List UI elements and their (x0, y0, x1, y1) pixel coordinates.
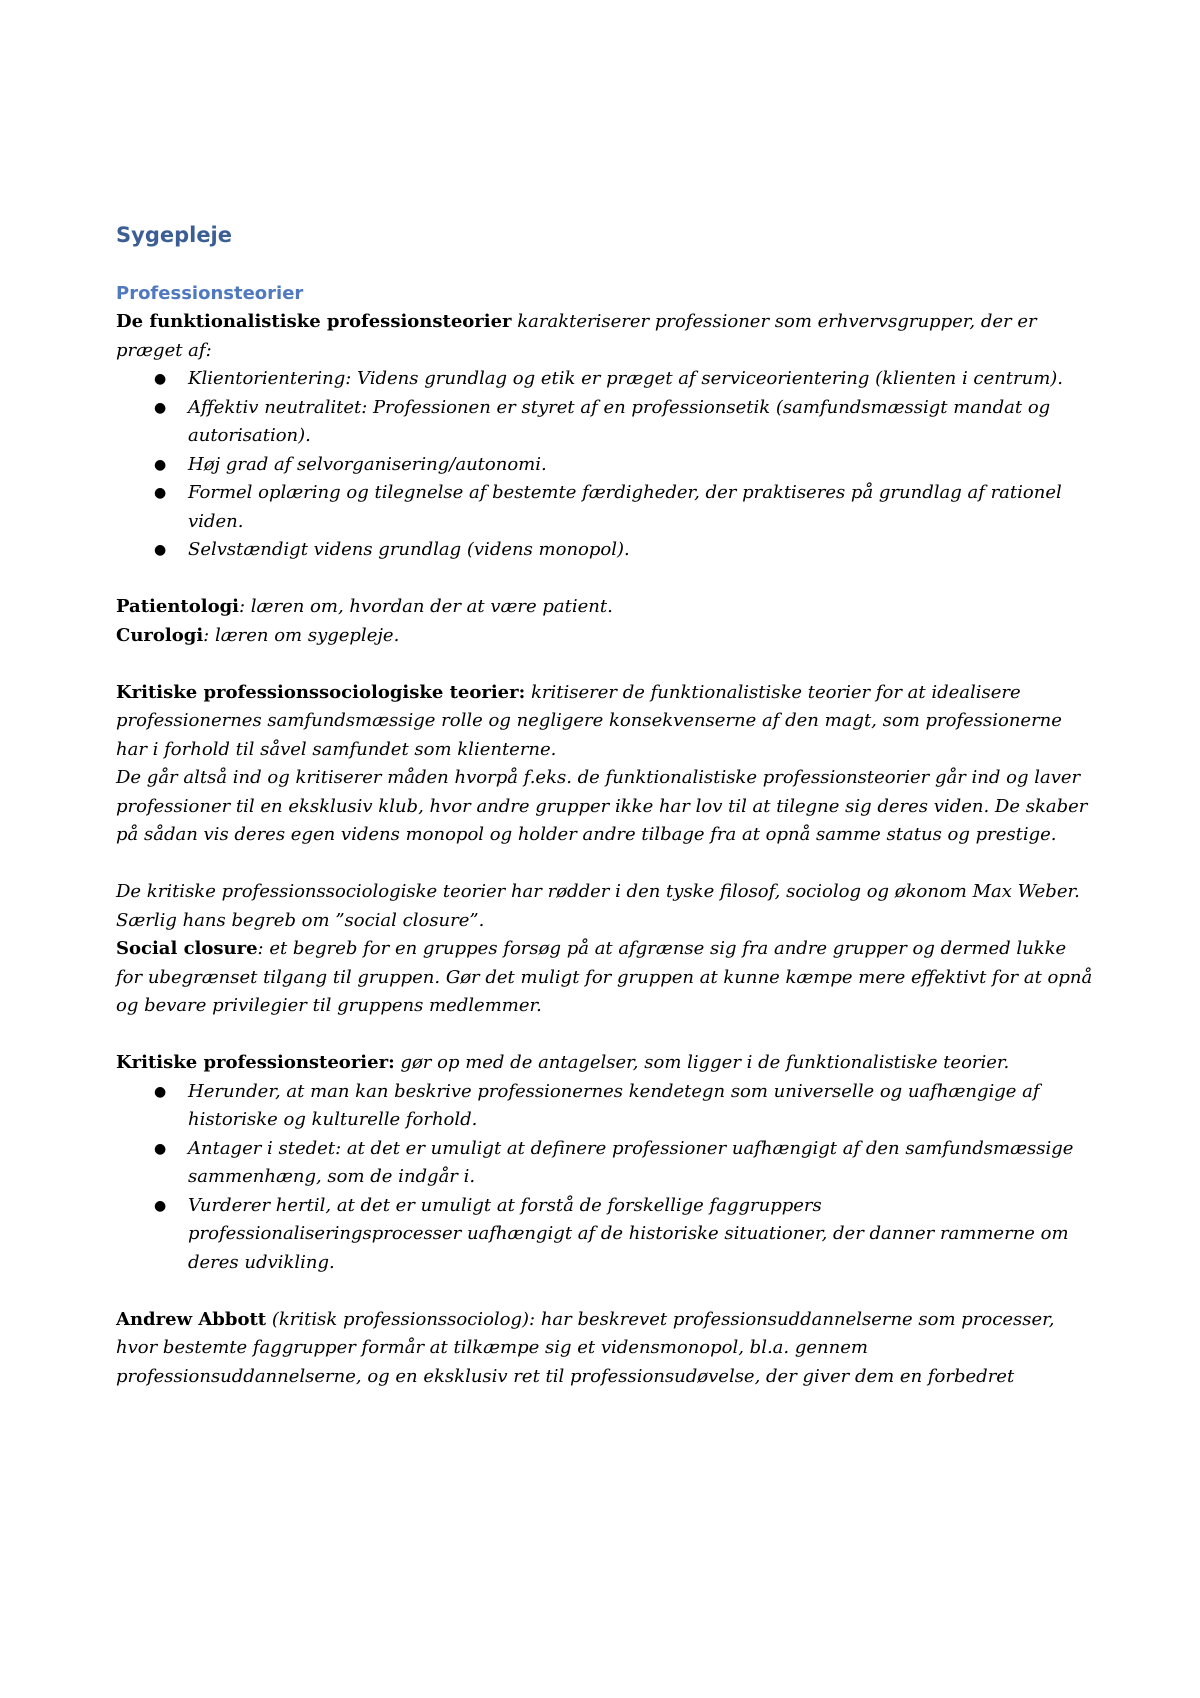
term-abbott: Andrew Abbott (116, 1308, 267, 1330)
definition-abbott: (kritisk professionssociolog): har beskrevet professionsuddannelserne som processer, hvor bestemte faggrupper formår at tilkæmpe sig et vidensmonopol, bl.a. gennem professionsuddannelserne, og en eksklusiv ret til professionsudøvelse, der giver dem en forbedret (116, 1308, 1055, 1387)
paragraph-kritiske-sociologiske (116, 679, 1096, 765)
section-heading: Professionsteorier (116, 283, 304, 304)
definition-social-closure: : et begreb for en gruppes forsøg på at afgrænse sig fra andre grupper og dermed lukke for ubegrænset tilgang til gruppen. Gør det muligt for gruppen at kunne kæmpe mere effektivt for at opnå og bevare privilegier til gruppens medlemmer. (116, 938, 1093, 1016)
paragraph-funktionalistiske (116, 308, 1096, 365)
term-funktionalistiske: De funktionalistiske professionsteorier (116, 311, 512, 332)
bullet-icon: ● (154, 542, 167, 558)
bullet-icon: ● (154, 399, 167, 416)
list-critique (116, 1078, 1096, 1278)
document-title: Sygepleje (116, 223, 233, 247)
bullet-icon: ● (154, 371, 167, 387)
term-curologi: Curologi (116, 624, 204, 646)
bullet-icon: ● (154, 1083, 167, 1100)
bullet-icon: ● (154, 456, 167, 473)
definition-kritiske-sociologiske: kritiserer de funktionalistiske teorier for at idealisere professionernes samfundsmæssige rolle og negligere konsekvenserne af den magt, som professionerne har i forhold til såvel samfundet som klienterne. (116, 681, 1062, 760)
term-social-closure: Social closure (116, 938, 258, 959)
bullet-icon: ● (154, 485, 167, 501)
list-characteristics (116, 365, 1096, 565)
term-kritiske-professionsteorier: Kritiske professionsteorier: (116, 1052, 395, 1073)
list-item: ● Antager i stedet: at det er umuligt at definere professioner uafhængigt af den samfundsmæssige sammenhæng, som de indgår i. (188, 1135, 1096, 1192)
paragraph-kritiske-professionsteorier (116, 1049, 1096, 1078)
list-item: ● Formel oplæring og tilegnelse af bestemte færdigheder, der praktiseres på grundlag af rationel viden. (188, 479, 1096, 536)
bullet-icon: ● (154, 1140, 167, 1157)
document-page (116, 220, 1096, 1391)
paragraph-curologi (116, 622, 1096, 651)
definition-kritiske-professionsteorier: gør op med de antagelser, som ligger i de funktionalistiske teorier. (394, 1052, 1010, 1073)
paragraph-social-closure (116, 935, 1096, 1021)
term-kritiske-sociologiske: Kritiske professionssociologiske teorier: (116, 681, 526, 703)
paragraph-kritiske-explanation: De går altså ind og kritiserer måden hvorpå f.eks. de funktionalistiske professionsteorier går ind og laver professioner til en eksklusiv klub, hvor andre grupper ikke har lov til at tilegne sig deres viden. De skaber på sådan vis deres egen videns monopol og holder andre tilbage fra at opnå samme status og prestige. (116, 767, 1088, 845)
list-item: ● Vurderer hertil, at det er umuligt at forstå de forskellige faggruppers professionaliseringsprocesser uafhængigt af de historiske situationer, der danner rammerne om deres udvikling. (188, 1192, 1096, 1278)
list-item: ● Selvstændigt videns grundlag (videns monopol). (188, 536, 1096, 565)
list-item: ● Affektiv neutralitet: Professionen er styret af en professionsetik (samfundsmæssigt mandat og autorisation). (188, 394, 1096, 451)
term-patientologi: Patientologi (116, 596, 239, 617)
paragraph-abbott (116, 1306, 1096, 1392)
paragraph-patientologi (116, 593, 1096, 622)
definition-funktionalistiske: karakteriserer professioner som erhvervsgrupper, der er præget af: (116, 311, 1037, 361)
paragraph-weber: De kritiske professionssociologiske teorier har rødder i den tyske filosof, sociolog og økonom Max Weber. Særlig hans begreb om ”social closure”. (116, 881, 1080, 931)
list-item: ● Høj grad af selvorganisering/autonomi. (188, 451, 1096, 480)
list-item: ● Klientorientering: Videns grundlag og etik er præget af serviceorientering (klienten i centrum). (188, 365, 1096, 394)
list-item: ● Herunder, at man kan beskrive professionernes kendetegn som universelle og uafhængige af historiske og kulturelle forhold. (188, 1078, 1096, 1135)
bullet-icon: ● (154, 1197, 167, 1214)
definition-curologi: : læren om sygepleje. (203, 624, 400, 646)
definition-patientologi: : læren om, hvordan der at være patient. (239, 596, 613, 617)
